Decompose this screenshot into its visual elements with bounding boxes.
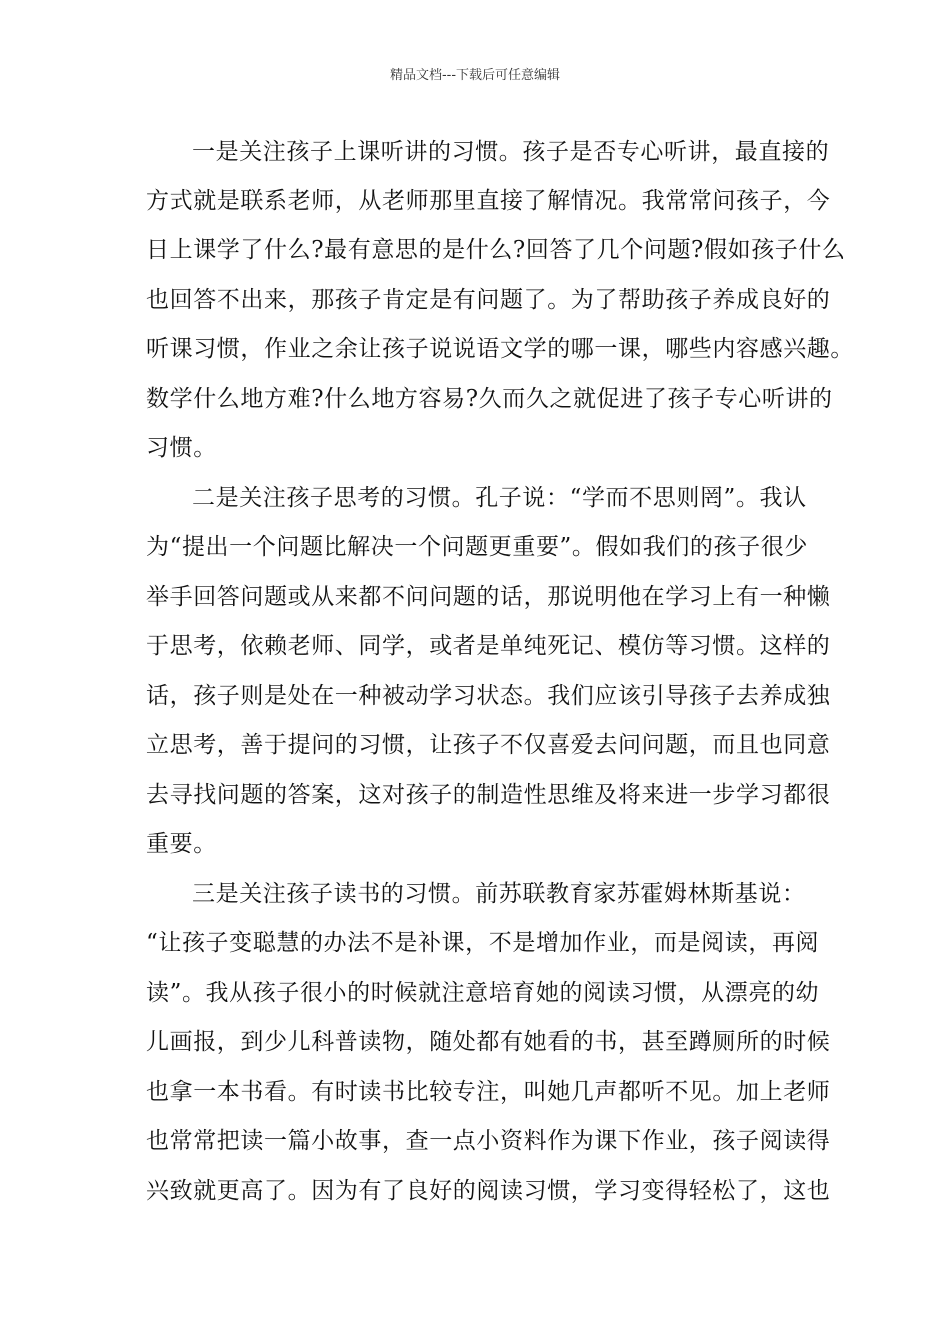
paragraph-2-line-4: 于思考，依赖老师、同学，或者是单纯死记、模仿等习惯。这样的 [146,633,831,659]
paragraph-1-line-5: 听课习惯，作业之余让孩子说说语文学的哪一课，哪些内容感兴趣。 [146,336,854,362]
paragraph-1-line-3: 日上课学了什么?最有意思的是什么?回答了几个问题?假如孩子什么 [146,237,846,263]
paragraph-3-line-2: “让孩子变聪慧的办法不是补课，不是增加作业，而是阅读，再阅 [146,930,820,956]
paragraph-2-line-7: 去寻找问题的答案，这对孩子的制造性思维及将来进一步学习都很 [146,782,831,808]
paragraph-2-line-5: 话，孩子则是处在一种被动学习状态。我们应该引导孩子去养成独 [146,683,831,709]
paragraph-1-line-6: 数学什么地方难?什么地方容易?久而久之就促进了孩子专心听讲的 [146,386,833,412]
paragraph-3-line-1: 三是关注孩子读书的习惯。前苏联教育家苏霍姆林斯基说： [192,881,806,907]
paragraph-1-line-2: 方式就是联系老师，从老师那里直接了解情况。我常常问孩子，今 [146,188,831,214]
paragraph-3-line-3: 读”。我从孩子很小的时候就注意培育她的阅读习惯，从漂亮的幼 [146,980,820,1006]
paragraph-3-line-7: 兴致就更高了。因为有了良好的阅读习惯，学习变得轻松了，这也 [146,1178,831,1204]
paragraph-3-line-4: 儿画报，到少儿科普读物，随处都有她看的书，甚至蹲厕所的时候 [146,1029,831,1055]
paragraph-3-line-6: 也常常把读一篇小故事，查一点小资料作为课下作业，孩子阅读得 [146,1128,831,1154]
paragraph-1-line-1: 一是关注孩子上课听讲的习惯。孩子是否专心听讲，最直接的 [192,139,830,165]
paragraph-2-line-1: 二是关注孩子思考的习惯。孔子说：“学而不思则罔”。我认 [192,485,807,511]
paragraph-2-line-2: 为“提出一个问题比解决一个问题更重要”。假如我们的孩子很少 [146,534,808,560]
paragraph-2-line-8: 重要。 [146,831,217,857]
paragraph-1-line-4: 也回答不出来，那孩子肯定是有问题了。为了帮助孩子养成良好的 [146,287,831,313]
paragraph-3-line-5: 也拿一本书看。有时读书比较专注，叫她几声都听不见。加上老师 [146,1079,831,1105]
paragraph-2-line-3: 举手回答问题或从来都不问问题的话，那说明他在学习上有一种懒 [146,584,831,610]
paragraph-1-line-7: 习惯。 [146,435,217,461]
paragraph-2-line-6: 立思考，善于提问的习惯，让孩子不仅喜爱去问问题，而且也同意 [146,732,831,758]
page-header: 精品文档---下载后可任意编辑 [389,68,561,83]
